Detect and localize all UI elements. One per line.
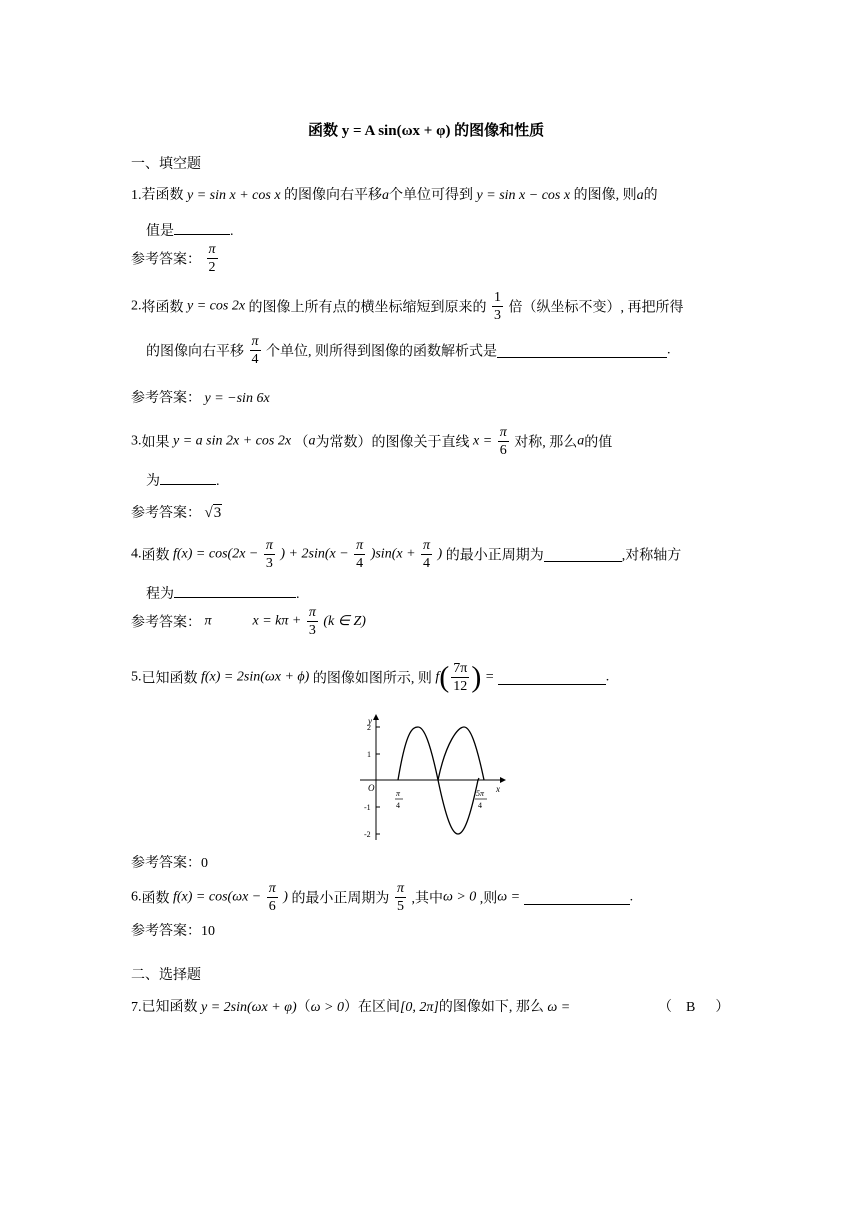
x-axis-arrow-icon bbox=[500, 777, 506, 783]
question-5-answer: 参考答案：0 bbox=[131, 856, 208, 871]
origin-label: O bbox=[368, 783, 375, 793]
question-4-line-2: 程为 . bbox=[146, 583, 300, 603]
question-7-line-1: 7.已知函数 y = 2sin(ωx + φ)（ω > 0）在区间[0, 2π]的图像如下, 那么 ω = bbox=[131, 1000, 571, 1015]
answer-blank[interactable] bbox=[497, 343, 667, 358]
page-title: 函数 y = A sin(ωx + φ) 的图像和性质 bbox=[308, 123, 545, 139]
section-heading-multiple-choice: 二、选择题 bbox=[131, 968, 201, 983]
y-tick-label-neg2: -2 bbox=[364, 830, 371, 839]
y-tick-label-1: 1 bbox=[367, 750, 371, 759]
question-4-answer: 参考答案： π x = kπ + $\frac{\pi}{3}$ (k ∈ Z) bbox=[131, 605, 366, 638]
y-label: y bbox=[368, 716, 372, 726]
question-3-line-1: 3.如果 y = a sin 2x + cos 2x （a为常数）的图像关于直线 x = $\frac{\pi}{6}$ 对称, 那么a的值 bbox=[131, 425, 613, 458]
x-label: x bbox=[496, 784, 500, 794]
x-tick2-num: 5π bbox=[476, 789, 485, 798]
section-heading-fill-blank: 一、填空题 bbox=[131, 157, 201, 172]
question-4-line-1: 4.函数 f(x) = cos(2x − $\frac{\pi}{3}$ ) + 2sin(x − $\frac{\pi}{4}$ )sin(x + $\frac{\pi}{4}$ ) 的最小正周期为 ,对称轴方 bbox=[131, 538, 682, 571]
question-2-answer: 参考答案： y = −sin 6x bbox=[131, 391, 270, 406]
answer-blank-axis[interactable] bbox=[174, 583, 296, 598]
question-1-answer: 参考答案： $\frac{\pi}{2}$ bbox=[131, 242, 216, 275]
question-1-line-2: 值是 . bbox=[146, 220, 234, 240]
answer-blank-period[interactable] bbox=[544, 547, 622, 562]
question-5-line-1: 5.已知函数 f(x) = 2sin(ωx + ϕ) 的图像如图所示, 则 f( $\frac{7\pi}{12}$ ) = . bbox=[131, 660, 610, 694]
question-6-line-1: 6.函数 f(x) = cos(ωx − $\frac{\pi}{6}$ ) 的最小正周期为 $\frac{\pi}{5}$ ,其中ω > 0 ,则ω = . bbox=[131, 881, 634, 914]
question-3-line-2: 为 . bbox=[146, 470, 220, 490]
y-tick-label-2: 2 bbox=[367, 723, 371, 732]
question-2-line-2: 的图像向右平移 $\frac{\pi}{4}$ 个单位, 则所得到图像的函数解析式是 . bbox=[146, 334, 671, 367]
answer-blank[interactable] bbox=[160, 470, 216, 485]
sine-graph bbox=[360, 712, 510, 842]
question-2-line-1: 2.将函数 y = cos 2x 的图像上所有点的横坐标缩短到原来的 $\frac{1}{3}$ 倍（纵坐标不变）, 再把所得 bbox=[131, 290, 684, 323]
x-tick2-den: 4 bbox=[478, 801, 482, 810]
question-6-answer: 参考答案：10 bbox=[131, 924, 215, 939]
question-7-choice: （ B ） bbox=[658, 1000, 730, 1015]
question-1-line-1: 1.若函数 y = sin x + cos x 的图像向右平移a个单位可得到 y = sin x − cos x 的图像, 则a的 bbox=[131, 188, 658, 203]
x-tick1-num: π bbox=[396, 789, 401, 798]
y-tick-label-neg1: -1 bbox=[364, 803, 371, 812]
question-3-answer: 参考答案： √3 bbox=[131, 505, 222, 521]
selected-choice: B bbox=[686, 1000, 696, 1015]
curve-seg-b bbox=[438, 727, 484, 780]
answer-blank[interactable] bbox=[498, 670, 606, 685]
answer-blank[interactable] bbox=[524, 890, 630, 905]
answer-blank[interactable] bbox=[174, 220, 230, 235]
x-tick1-den: 4 bbox=[396, 801, 400, 810]
y-axis-arrow-icon bbox=[373, 714, 379, 720]
